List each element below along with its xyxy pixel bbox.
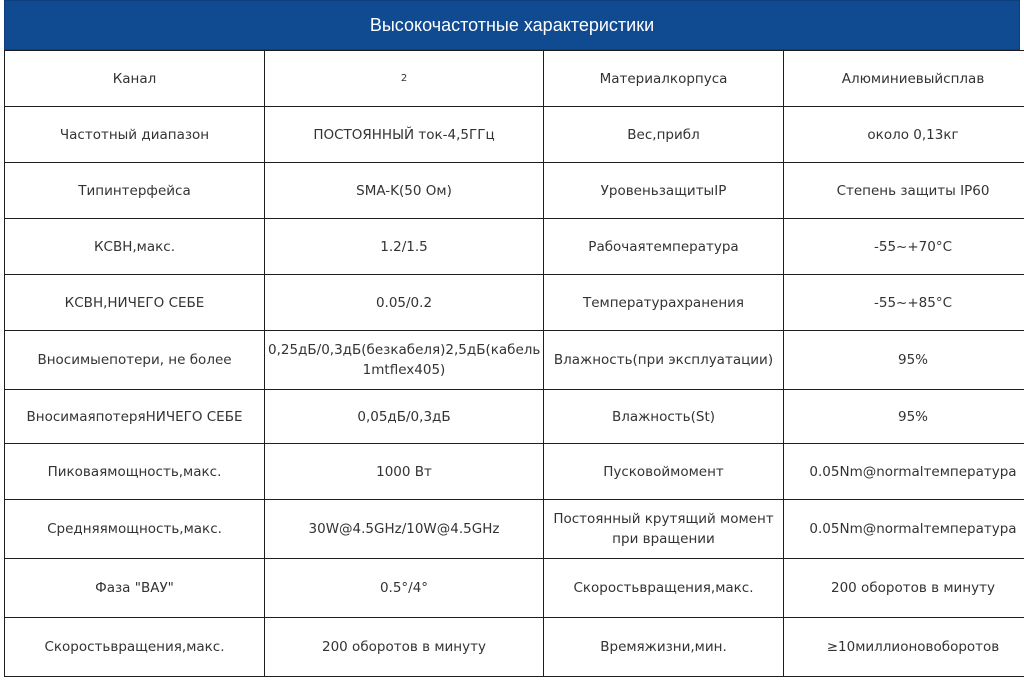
param-value-cell: 0.5°/4° xyxy=(265,559,544,618)
param-value-cell: ≥10миллионовоборотов xyxy=(784,618,1024,677)
param-value-cell: SMA-K(50 Ом) xyxy=(265,163,544,219)
param-value-cell: -55~+70°C xyxy=(784,219,1024,275)
spec-table-body xyxy=(5,51,1024,677)
param-value-cell: 200 оборотов в минуту xyxy=(265,618,544,677)
table-row xyxy=(5,163,1024,219)
param-value-cell: 2 xyxy=(265,51,544,107)
spec-container xyxy=(4,0,1020,677)
param-label-cell: Вносимыепотери, не более xyxy=(5,331,265,390)
param-value-cell: 1.2/1.5 xyxy=(265,219,544,275)
param-label-cell: КСВН,макс. xyxy=(5,219,265,275)
param-label-cell: Времяжизни,мин. xyxy=(544,618,784,677)
param-value-cell: 1000 Вт xyxy=(265,444,544,500)
table-row xyxy=(5,331,1024,390)
table-row xyxy=(5,219,1024,275)
param-value-cell: 30W@4.5GHz/10W@4.5GHz xyxy=(265,500,544,559)
param-label-cell: УровеньзащитыIP xyxy=(544,163,784,219)
param-value-cell: 0.05/0.2 xyxy=(265,275,544,331)
param-value-cell: 0,25дБ/0,3дБ(безкабеля)2,5дБ(кабель 1mtflex405) xyxy=(265,331,544,390)
table-row xyxy=(5,559,1024,618)
param-label-cell: Канал xyxy=(5,51,265,107)
param-label-cell: ВносимаяпотеряНИЧЕГО СЕБЕ xyxy=(5,390,265,444)
param-label-cell: Фаза "ВАУ" xyxy=(5,559,265,618)
param-value-cell: около 0,13кг xyxy=(784,107,1024,163)
table-title: Высокочастотные характеристики xyxy=(4,0,1020,50)
param-value-cell: 95% xyxy=(784,390,1024,444)
param-value-cell: ПОСТОЯННЫЙ ток-4,5ГГц xyxy=(265,107,544,163)
spec-table xyxy=(4,50,1024,677)
param-label-cell: Вес,прибл xyxy=(544,107,784,163)
table-row xyxy=(5,500,1024,559)
param-label-cell: Пиковаямощность,макс. xyxy=(5,444,265,500)
param-value-cell: Алюминиевыйсплав xyxy=(784,51,1024,107)
param-label-cell: Пусковоймомент xyxy=(544,444,784,500)
param-label-cell: Скоростьвращения,макс. xyxy=(5,618,265,677)
table-row xyxy=(5,107,1024,163)
param-value-cell: 0.05Nm@normalтемпература xyxy=(784,500,1024,559)
param-value-cell: 0.05Nm@normalтемпература xyxy=(784,444,1024,500)
param-label-cell: Средняямощность,макс. xyxy=(5,500,265,559)
param-label-cell: Типинтерфейса xyxy=(5,163,265,219)
param-value-cell: Степень защиты IP60 xyxy=(784,163,1024,219)
param-label-cell: КСВН,НИЧЕГО СЕБЕ xyxy=(5,275,265,331)
param-label-cell: Материалкорпуса xyxy=(544,51,784,107)
param-value-cell: 200 оборотов в минуту xyxy=(784,559,1024,618)
param-value-cell: -55~+85°C xyxy=(784,275,1024,331)
table-row xyxy=(5,275,1024,331)
param-label-cell: Скоростьвращения,макс. xyxy=(544,559,784,618)
table-row xyxy=(5,444,1024,500)
table-row xyxy=(5,51,1024,107)
param-label-cell: Влажность(St) xyxy=(544,390,784,444)
table-row xyxy=(5,390,1024,444)
param-label-cell: Постоянный крутящий момент при вращении xyxy=(544,500,784,559)
table-row xyxy=(5,618,1024,677)
param-label-cell: Влажность(при эксплуатации) xyxy=(544,331,784,390)
param-label-cell: Рабочаятемпература xyxy=(544,219,784,275)
param-label-cell: Температурахранения xyxy=(544,275,784,331)
param-value-cell: 0,05дБ/0,3дБ xyxy=(265,390,544,444)
param-value-cell: 95% xyxy=(784,331,1024,390)
param-label-cell: Частотный диапазон xyxy=(5,107,265,163)
